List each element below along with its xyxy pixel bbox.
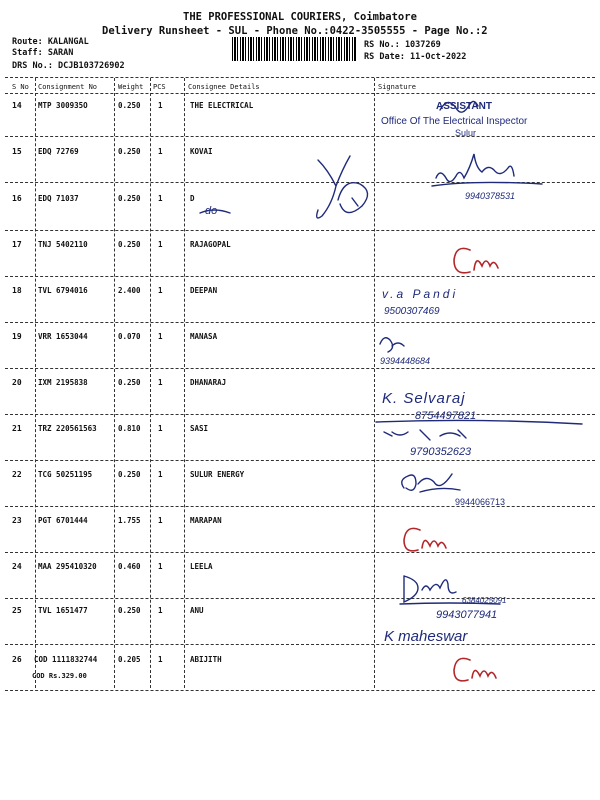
handwritten-phone: 9394448684: [380, 356, 431, 366]
signature-stroke: [338, 183, 368, 213]
row-consignee: SASI: [190, 424, 209, 433]
row-weight: 0.250: [118, 470, 141, 479]
handwritten-phone: 6384025091: [462, 596, 507, 605]
row-consignment: VRR 1653044: [38, 332, 88, 341]
row-pcs: 1: [158, 378, 163, 387]
row-weight: 0.250: [118, 147, 141, 156]
row-weight: 0.250: [118, 194, 141, 203]
signature-stroke: [384, 430, 466, 440]
row-consignment: PGT 6701444: [38, 516, 88, 525]
row-pcs: 1: [158, 562, 163, 571]
row-consignment: TNJ 5402110: [38, 240, 88, 249]
signature-stroke: [454, 658, 496, 681]
row-sno: 25: [12, 606, 22, 615]
row-sno: 22: [12, 470, 22, 479]
row-pcs: 1: [158, 332, 163, 341]
row-consignee: D: [190, 194, 195, 203]
row-consignee: SULUR ENERGY: [190, 470, 245, 479]
signature-stroke: [436, 154, 514, 182]
row-sno: 23: [12, 516, 22, 525]
row-consignee: MARAPAN: [190, 516, 222, 525]
row-sno: 20: [12, 378, 22, 387]
row-pcs: 1: [158, 655, 163, 664]
row-weight: 0.250: [118, 378, 141, 387]
row-pcs: 1: [158, 286, 163, 295]
handwritten-phone: 9940378531: [465, 191, 516, 201]
signature-stroke: [402, 474, 460, 492]
row-pcs: 1: [158, 147, 163, 156]
handwritten-ditto: do: [205, 205, 218, 217]
handwritten-phone: 9790352623: [410, 446, 472, 458]
row-consignment: MTP 300935O: [38, 101, 88, 110]
handwritten-signature-name: K maheswar: [384, 628, 468, 645]
staff-label: Staff: SARAN: [12, 48, 74, 58]
handwritten-signature-name: v.a Pandi: [382, 287, 459, 301]
row-pcs: 1: [158, 606, 163, 615]
signature-stroke: [380, 338, 404, 352]
row-consignment: EDQ 72769: [38, 147, 79, 156]
runsheet-title: Delivery Runsheet - SUL - Phone No.:0422-3505555 - Page No.:2: [102, 25, 488, 37]
row-pcs: 1: [158, 194, 163, 203]
row-weight: 1.755: [118, 516, 141, 525]
handwritten-phone: 8754497821: [415, 410, 477, 422]
row-consignment: TVL 1651477: [38, 606, 88, 615]
cod-amount: COD Rs.329.00: [32, 672, 87, 680]
row-weight: 0.070: [118, 332, 141, 341]
col-header-pcs: PCS: [153, 83, 166, 91]
row-consignee: KOVAI: [190, 147, 213, 156]
row-consignment: IXM 2195838: [38, 378, 88, 387]
row-weight: 0.250: [118, 240, 141, 249]
row-sno: 26: [12, 655, 22, 664]
stamp-line-2: Office Of The Electrical Inspector: [381, 116, 528, 127]
col-header-consignment: Consignment No: [38, 83, 98, 91]
row-sno: 16: [12, 194, 22, 203]
route-label: Route: KALANGAL: [12, 37, 89, 47]
row-pcs: 1: [158, 470, 163, 479]
handwritten-signature-name: K. Selvaraj: [382, 390, 466, 407]
row-pcs: 1: [158, 101, 163, 110]
row-consignee: DHANARAJ: [190, 378, 227, 387]
row-consignee: RAJAGOPAL: [190, 240, 231, 249]
row-consignment: TRZ 220561563: [38, 424, 97, 433]
row-consignment: TVL 6794016: [38, 286, 88, 295]
row-consignee: DEEPAN: [190, 286, 218, 295]
handwritten-phone: 9500307469: [384, 306, 440, 317]
signature-stroke: [454, 248, 498, 272]
row-weight: 0.460: [118, 562, 141, 571]
rs-date: RS Date: 11-Oct-2022: [364, 52, 467, 62]
row-sno: 18: [12, 286, 22, 295]
row-weight: 0.810: [118, 424, 141, 433]
row-consignment: TCG 50251195: [38, 470, 93, 479]
row-consignee: ANU: [190, 606, 204, 615]
company-title: THE PROFESSIONAL COURIERS, Coimbatore: [183, 11, 417, 23]
row-consignee: THE ELECTRICAL: [190, 101, 254, 110]
row-sno: 14: [12, 101, 22, 110]
handwritten-phone: 9944066713: [455, 497, 506, 507]
row-consignee: MANASA: [190, 332, 218, 341]
signature-stroke: [376, 420, 582, 424]
handwritten-phone: 9943077941: [436, 609, 498, 621]
stamp-line-3: Sulur: [455, 128, 477, 138]
row-sno: 15: [12, 147, 22, 156]
row-pcs: 1: [158, 424, 163, 433]
signature-stroke: [440, 101, 478, 112]
row-pcs: 1: [158, 240, 163, 249]
row-consignee: ABIJITH: [190, 655, 222, 664]
stamp-line-1: ASSISTANT: [436, 101, 492, 112]
row-weight: 2.400: [118, 286, 141, 295]
row-sno: 21: [12, 424, 22, 433]
signature-stroke: [432, 182, 542, 186]
row-sno: 17: [12, 240, 22, 249]
row-pcs: 1: [158, 516, 163, 525]
row-consignment: MAA 295410320: [38, 562, 97, 571]
row-consignment: COD 1111832744: [34, 655, 98, 664]
row-sno: 19: [12, 332, 22, 341]
signature-stroke: [404, 576, 456, 602]
signature-stroke: [400, 603, 500, 604]
row-sno: 24: [12, 562, 22, 571]
signature-stroke: [404, 528, 446, 551]
col-header-consignee: Consignee Details: [188, 83, 260, 91]
rs-number: RS No.: 1037269: [364, 40, 441, 50]
row-weight: 0.250: [118, 606, 141, 615]
col-header-sno: S No: [12, 83, 29, 91]
drs-number: DRS No.: DCJB103726902: [12, 61, 125, 71]
col-header-weight: Weight: [118, 83, 144, 91]
row-consignment: EDQ 71037: [38, 194, 79, 203]
row-consignee: LEELA: [190, 562, 213, 571]
row-weight: 0.205: [118, 655, 141, 664]
signature-stroke: [200, 210, 230, 213]
col-header-signature: Signature: [378, 83, 416, 91]
row-weight: 0.250: [118, 101, 141, 110]
